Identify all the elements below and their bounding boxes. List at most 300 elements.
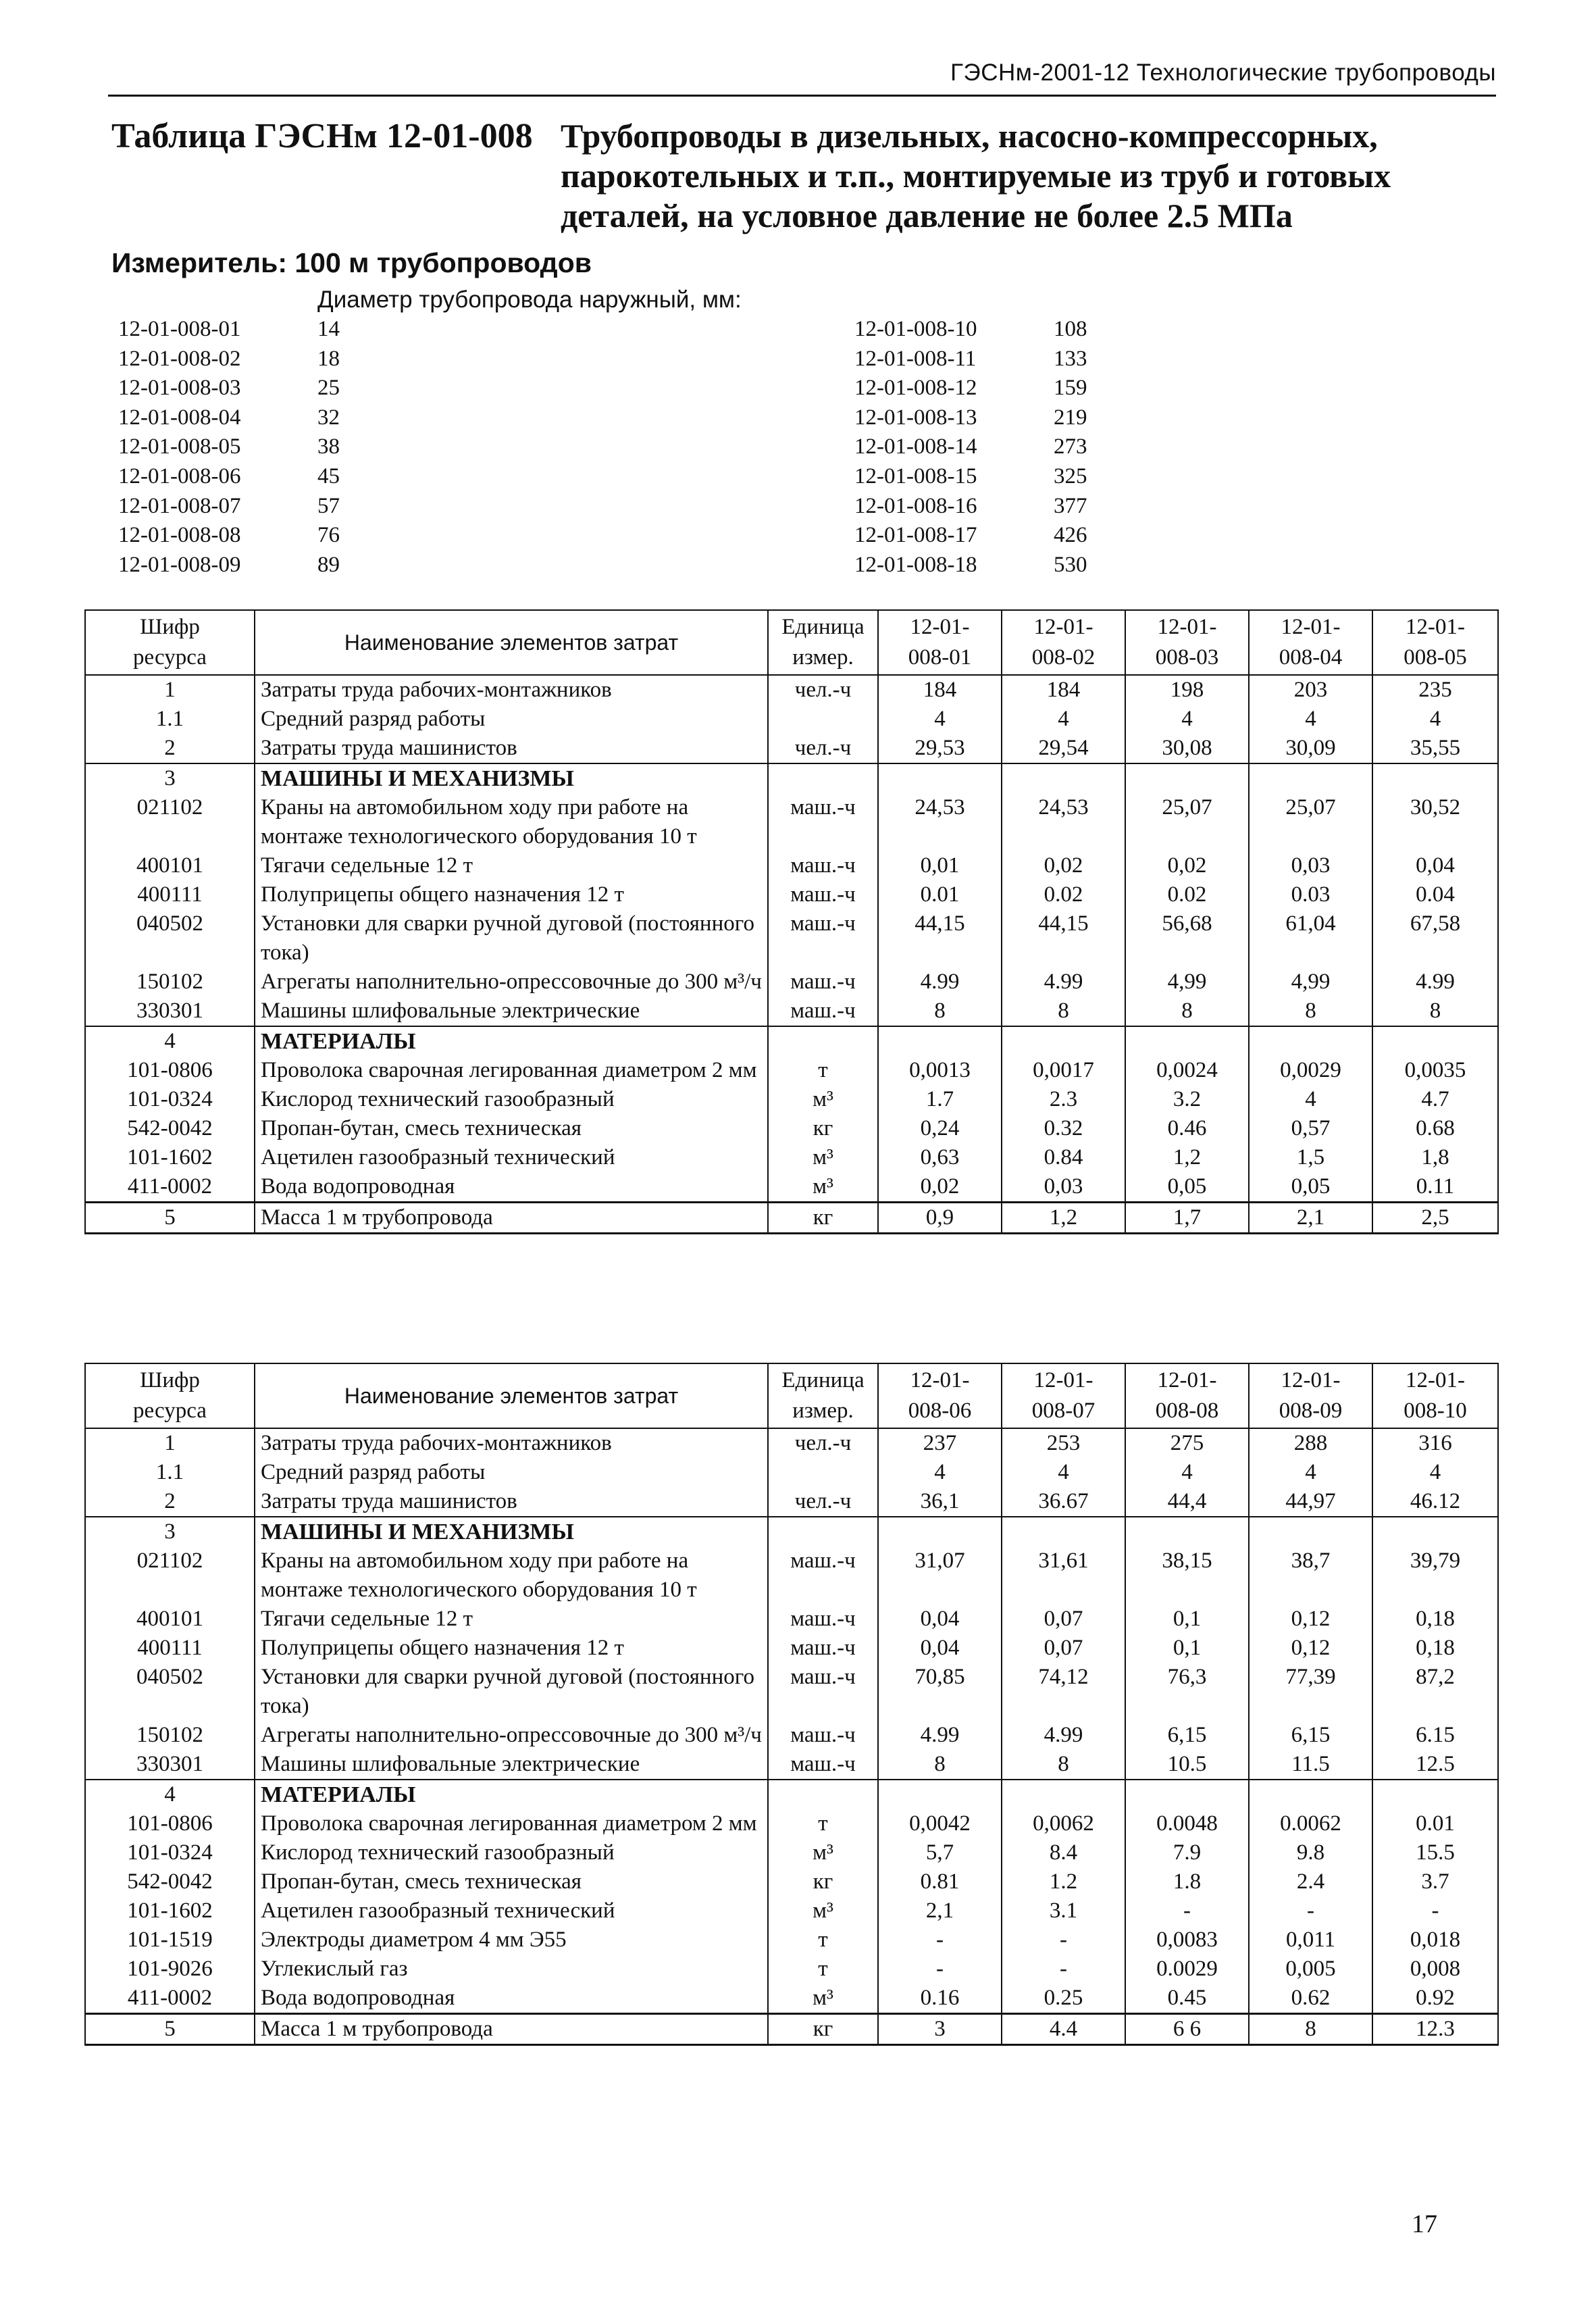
value-cell: 235 <box>1372 675 1498 705</box>
value-cell <box>1249 1780 1372 1809</box>
resource-name-cell: Краны на автомобильном ходу при работе на монтаже технологического оборудования 10 т <box>255 793 768 851</box>
value-cell: 0.62 <box>1249 1984 1372 2014</box>
unit-cell: м³ <box>768 1172 878 1203</box>
value-cell: 87,2 <box>1372 1663 1498 1721</box>
value-cell <box>878 1026 1002 1056</box>
diameter-value: 273 <box>1054 434 1087 459</box>
value-cell: - <box>1002 1926 1125 1955</box>
unit-cell: чел.-ч <box>768 1428 878 1458</box>
resource-name-cell: Агрегаты наполнительно-опрессовочные до 300 м³/ч <box>255 1721 768 1750</box>
value-cell: 9.8 <box>1249 1838 1372 1867</box>
diameter-value: 530 <box>1054 552 1087 577</box>
value-cell: 198 <box>1125 675 1249 705</box>
value-cell: 0,0013 <box>878 1056 1002 1085</box>
value-cell: 0,18 <box>1372 1605 1498 1634</box>
table-row <box>85 1809 1498 1838</box>
value-cell: 1,5 <box>1249 1143 1372 1172</box>
resource-code: 12-01-008-12 <box>854 376 977 401</box>
value-cell: 76,3 <box>1125 1663 1249 1721</box>
value-cell: 15.5 <box>1372 1838 1498 1867</box>
name-header: Наименование элементов затрат <box>255 610 768 675</box>
value-cell: 0,03 <box>1002 1172 1125 1203</box>
table-row <box>85 1984 1498 2014</box>
diameter-value: 32 <box>317 405 340 430</box>
unit-header: Единица измер. <box>768 1363 878 1428</box>
unit-cell: кг <box>768 1114 878 1143</box>
unit-cell: т <box>768 1926 878 1955</box>
value-cell: 10.5 <box>1125 1750 1249 1780</box>
value-cell: 0,03 <box>1249 851 1372 880</box>
value-cell: 1,2 <box>1002 1203 1125 1234</box>
diameter-value: 18 <box>317 346 340 371</box>
value-cell: 4 <box>1002 1458 1125 1487</box>
resource-name-cell: Ацетилен газообразный технический <box>255 1143 768 1172</box>
diameter-value: 89 <box>317 552 340 577</box>
resource-name-cell: Средний разряд работы <box>255 705 768 734</box>
value-cell: 0.0062 <box>1249 1809 1372 1838</box>
resource-name-cell: Краны на автомобильном ходу при работе на монтаже технологического оборудования 10 т <box>255 1546 768 1605</box>
value-cell: 0.84 <box>1002 1143 1125 1172</box>
value-cell: 24,53 <box>1002 793 1125 851</box>
value-cell: 275 <box>1125 1428 1249 1458</box>
value-cell: 36.67 <box>1002 1487 1125 1517</box>
value-cell <box>1249 1517 1372 1546</box>
resource-code: 12-01-008-13 <box>854 405 977 430</box>
value-cell: 0.16 <box>878 1984 1002 2014</box>
resource-name-cell: Машины шлифовальные электрические <box>255 997 768 1026</box>
code-row <box>118 492 340 522</box>
value-cell: 0,02 <box>1125 851 1249 880</box>
unit-cell: маш.-ч <box>768 1546 878 1605</box>
value-cell: 4 <box>1372 1458 1498 1487</box>
diameter-value: 426 <box>1054 523 1087 548</box>
page-number: 17 <box>1412 2210 1437 2238</box>
table-row <box>85 1721 1498 1750</box>
value-cell: 4 <box>1125 1458 1249 1487</box>
diameter-value: 14 <box>317 317 340 341</box>
value-cell: 288 <box>1249 1428 1372 1458</box>
column-header: 12-01- 008-06 <box>878 1363 1002 1428</box>
value-cell: 0.0048 <box>1125 1809 1249 1838</box>
table-row <box>85 880 1498 909</box>
value-cell: 2,1 <box>1249 1203 1372 1234</box>
value-cell: 12.3 <box>1372 2014 1498 2045</box>
codes-list-left <box>118 315 340 580</box>
value-cell: 0,9 <box>878 1203 1002 1234</box>
value-cell: 4 <box>1249 1085 1372 1114</box>
resource-code-cell: 101-0806 <box>85 1809 255 1838</box>
resource-code-cell: 101-0324 <box>85 1085 255 1114</box>
unit-cell: м³ <box>768 1984 878 2014</box>
unit-cell: маш.-ч <box>768 793 878 851</box>
table-body <box>85 675 1498 1234</box>
code-row <box>118 521 340 551</box>
unit-cell: м³ <box>768 1085 878 1114</box>
value-cell: 0,01 <box>878 851 1002 880</box>
value-cell: 0,04 <box>1372 851 1498 880</box>
value-cell <box>1125 1517 1249 1546</box>
value-cell <box>1002 1780 1125 1809</box>
value-cell: - <box>1372 1896 1498 1926</box>
table-row <box>85 1026 1498 1056</box>
value-cell: 25,07 <box>1249 793 1372 851</box>
unit-cell: м³ <box>768 1143 878 1172</box>
resource-name-cell: Проволока сварочная легированная диаметром 2 мм <box>255 1056 768 1085</box>
table-row <box>85 1780 1498 1809</box>
value-cell: 0.81 <box>878 1867 1002 1896</box>
value-cell: 35,55 <box>1372 734 1498 763</box>
value-cell <box>1002 1026 1125 1056</box>
unit-cell: маш.-ч <box>768 1605 878 1634</box>
resource-code: 12-01-008-01 <box>118 317 241 341</box>
table-row <box>85 1955 1498 1984</box>
resource-code: 12-01-008-02 <box>118 346 241 371</box>
value-cell: 4.99 <box>1002 967 1125 997</box>
unit-cell: т <box>768 1955 878 1984</box>
value-cell: 39,79 <box>1372 1546 1498 1605</box>
value-cell: 0,0029 <box>1249 1056 1372 1085</box>
resource-name-cell: Полуприцепы общего назначения 12 т <box>255 880 768 909</box>
value-cell <box>1372 1517 1498 1546</box>
value-cell: 0.45 <box>1125 1984 1249 2014</box>
resource-code-cell: 542-0042 <box>85 1114 255 1143</box>
code-row <box>854 432 1087 462</box>
resource-name-cell: Масса 1 м трубопровода <box>255 2014 768 2045</box>
resource-code-cell: 400101 <box>85 1605 255 1634</box>
value-cell: 316 <box>1372 1428 1498 1458</box>
resource-code-cell: 5 <box>85 1203 255 1234</box>
resource-code: 12-01-008-09 <box>118 552 241 577</box>
value-cell: 0,05 <box>1249 1172 1372 1203</box>
value-cell: 4 <box>1249 705 1372 734</box>
resource-code: 12-01-008-11 <box>854 346 977 371</box>
diameter-caption: Диаметр трубопровода наружный, мм: <box>317 286 742 313</box>
resource-name-cell: Тягачи седельные 12 т <box>255 1605 768 1634</box>
resource-code: 12-01-008-14 <box>854 434 977 459</box>
value-cell: 0,07 <box>1002 1634 1125 1663</box>
value-cell: 0,57 <box>1249 1114 1372 1143</box>
value-cell: 3.7 <box>1372 1867 1498 1896</box>
table-row <box>85 909 1498 967</box>
code-row <box>118 374 340 403</box>
table-title-line: Трубопроводы в дизельных, насосно-компрессорных, <box>561 117 1378 155</box>
unit-header: Единица измер. <box>768 610 878 675</box>
code-row <box>854 492 1087 522</box>
resource-code: 12-01-008-15 <box>854 463 977 488</box>
resource-name-cell: Кислород технический газообразный <box>255 1838 768 1867</box>
value-cell: 24,53 <box>878 793 1002 851</box>
value-cell: 4 <box>1125 705 1249 734</box>
resource-code-cell: 150102 <box>85 967 255 997</box>
value-cell <box>1249 763 1372 793</box>
resource-name-cell: Ацетилен газообразный технический <box>255 1896 768 1926</box>
value-cell: 5,7 <box>878 1838 1002 1867</box>
value-cell: 4.7 <box>1372 1085 1498 1114</box>
resource-name-cell: Электроды диаметром 4 мм Э55 <box>255 1926 768 1955</box>
diameter-value: 76 <box>317 523 340 548</box>
table-row <box>85 1838 1498 1867</box>
resource-code-cell: 1 <box>85 1428 255 1458</box>
diameter-value: 325 <box>1054 463 1087 488</box>
unit-cell: маш.-ч <box>768 1750 878 1780</box>
diameter-value: 45 <box>317 463 340 488</box>
table-row <box>85 967 1498 997</box>
value-cell: 0.46 <box>1125 1114 1249 1143</box>
value-cell: 6,15 <box>1125 1721 1249 1750</box>
table-row <box>85 734 1498 763</box>
value-cell: 0,04 <box>878 1634 1002 1663</box>
table-row <box>85 2014 1498 2045</box>
table-title-line: парокотельных и т.п., монтируемые из труб и готовых <box>561 157 1391 195</box>
unit-cell: чел.-ч <box>768 1487 878 1517</box>
value-cell: 4 <box>878 1458 1002 1487</box>
value-cell: 3.2 <box>1125 1085 1249 1114</box>
value-cell: 0.02 <box>1125 880 1249 909</box>
value-cell: 29,54 <box>1002 734 1125 763</box>
value-cell: 4 <box>1249 1458 1372 1487</box>
resource-name-cell: Затраты труда машинистов <box>255 1487 768 1517</box>
resource-name-cell: Пропан-бутан, смесь техническая <box>255 1867 768 1896</box>
value-cell: 0,24 <box>878 1114 1002 1143</box>
table-row <box>85 1172 1498 1203</box>
value-cell <box>1372 1026 1498 1056</box>
resource-name-cell: Затраты труда рабочих-монтажников <box>255 675 768 705</box>
value-cell <box>1125 1780 1249 1809</box>
value-cell: 11.5 <box>1249 1750 1372 1780</box>
diameter-value: 25 <box>317 376 340 401</box>
value-cell: 3.1 <box>1002 1896 1125 1926</box>
value-cell: 77,39 <box>1249 1663 1372 1721</box>
table-title-label: Таблица ГЭСНм 12-01-008 <box>111 117 533 155</box>
value-cell: 8 <box>1249 2014 1372 2045</box>
value-cell: 0,0042 <box>878 1809 1002 1838</box>
resource-code-cell: 101-1519 <box>85 1926 255 1955</box>
code-row <box>854 521 1087 551</box>
resource-code: 12-01-008-17 <box>854 523 977 548</box>
value-cell: 4,99 <box>1125 967 1249 997</box>
value-cell: 0,1 <box>1125 1605 1249 1634</box>
value-cell <box>1002 1517 1125 1546</box>
table-row <box>85 1546 1498 1605</box>
table-row <box>85 1926 1498 1955</box>
value-cell: 0.32 <box>1002 1114 1125 1143</box>
table-row <box>85 1428 1498 1458</box>
value-cell <box>878 763 1002 793</box>
resource-code-cell: 330301 <box>85 1750 255 1780</box>
table-row <box>85 793 1498 851</box>
diameter-value: 57 <box>317 493 340 518</box>
table-row <box>85 1867 1498 1896</box>
value-cell: 0,0024 <box>1125 1056 1249 1085</box>
resource-code-cell: 150102 <box>85 1721 255 1750</box>
value-cell: 12.5 <box>1372 1750 1498 1780</box>
resource-code-cell: 411-0002 <box>85 1172 255 1203</box>
resource-name-cell: Пропан-бутан, смесь техническая <box>255 1114 768 1143</box>
value-cell: 0,011 <box>1249 1926 1372 1955</box>
unit-cell: маш.-ч <box>768 967 878 997</box>
resource-name-cell: Вода водопроводная <box>255 1172 768 1203</box>
value-cell: 30,08 <box>1125 734 1249 763</box>
value-cell: 0,63 <box>878 1143 1002 1172</box>
value-cell: - <box>1002 1955 1125 1984</box>
column-header: 12-01- 008-03 <box>1125 610 1249 675</box>
value-cell: 4.99 <box>1002 1721 1125 1750</box>
resource-code-cell: 400111 <box>85 1634 255 1663</box>
code-row <box>854 374 1087 403</box>
code-row <box>118 462 340 492</box>
diameter-value: 219 <box>1054 405 1087 430</box>
value-cell: 31,07 <box>878 1546 1002 1605</box>
value-cell: 8 <box>1125 997 1249 1026</box>
code-row <box>118 315 340 345</box>
table-row <box>85 1143 1498 1172</box>
value-cell: 61,04 <box>1249 909 1372 967</box>
table-row <box>85 1056 1498 1085</box>
resource-code: 12-01-008-06 <box>118 463 241 488</box>
column-header: 12-01- 008-01 <box>878 610 1002 675</box>
value-cell: 36,1 <box>878 1487 1002 1517</box>
value-cell: 0.68 <box>1372 1114 1498 1143</box>
resource-code-cell: 101-1602 <box>85 1143 255 1172</box>
resource-name-cell: Агрегаты наполнительно-опрессовочные до 300 м³/ч <box>255 967 768 997</box>
value-cell: 44,15 <box>1002 909 1125 967</box>
value-cell: - <box>1249 1896 1372 1926</box>
value-cell: 0.02 <box>1002 880 1125 909</box>
column-header: 12-01- 008-07 <box>1002 1363 1125 1428</box>
code-row <box>118 551 340 580</box>
value-cell: 0,12 <box>1249 1605 1372 1634</box>
value-cell: 1.7 <box>878 1085 1002 1114</box>
column-header: 12-01- 008-04 <box>1249 610 1372 675</box>
value-cell: 38,15 <box>1125 1546 1249 1605</box>
value-cell: 8 <box>1249 997 1372 1026</box>
resource-code: 12-01-008-18 <box>854 552 977 577</box>
header-rule <box>108 95 1496 97</box>
resource-code-cell: 040502 <box>85 1663 255 1721</box>
resource-code-cell: 040502 <box>85 909 255 967</box>
value-cell: 0.03 <box>1249 880 1372 909</box>
value-cell: 44,4 <box>1125 1487 1249 1517</box>
unit-cell: м³ <box>768 1838 878 1867</box>
unit-cell: кг <box>768 1203 878 1234</box>
unit-cell: м³ <box>768 1896 878 1926</box>
value-cell: 0,02 <box>878 1172 1002 1203</box>
value-cell: 0.25 <box>1002 1984 1125 2014</box>
resource-name-cell: Полуприцепы общего назначения 12 т <box>255 1634 768 1663</box>
resource-code-cell: 400111 <box>85 880 255 909</box>
code-row <box>854 315 1087 345</box>
value-cell: 2.4 <box>1249 1867 1372 1896</box>
section-heading: МАШИНЫ И МЕХАНИЗМЫ <box>255 1517 768 1546</box>
table-row <box>85 1896 1498 1926</box>
resource-code: 12-01-008-03 <box>118 376 241 401</box>
unit-cell: кг <box>768 1867 878 1896</box>
section-heading: МАШИНЫ И МЕХАНИЗМЫ <box>255 763 768 793</box>
value-cell: 253 <box>1002 1428 1125 1458</box>
value-cell: 0.04 <box>1372 880 1498 909</box>
value-cell: - <box>1125 1896 1249 1926</box>
resource-code-cell: 5 <box>85 2014 255 2045</box>
resource-name-cell: Проволока сварочная легированная диаметром 2 мм <box>255 1809 768 1838</box>
value-cell: 8 <box>878 1750 1002 1780</box>
value-cell: 0,05 <box>1125 1172 1249 1203</box>
value-cell: 4 <box>1002 705 1125 734</box>
value-cell: 2,5 <box>1372 1203 1498 1234</box>
value-cell: 203 <box>1249 675 1372 705</box>
value-cell: 1.2 <box>1002 1867 1125 1896</box>
unit-cell <box>768 763 878 793</box>
resource-name-cell: Затраты труда машинистов <box>255 734 768 763</box>
code-row <box>118 403 340 433</box>
value-cell: 7.9 <box>1125 1838 1249 1867</box>
value-cell: 1.8 <box>1125 1867 1249 1896</box>
value-cell: 184 <box>878 675 1002 705</box>
resource-code-cell: 3 <box>85 1517 255 1546</box>
resource-code: 12-01-008-04 <box>118 405 241 430</box>
value-cell: 0.01 <box>1372 1809 1498 1838</box>
resource-name-cell: Углекислый газ <box>255 1955 768 1984</box>
value-cell: 2.3 <box>1002 1085 1125 1114</box>
diameter-value: 108 <box>1054 317 1087 341</box>
resource-name-cell: Тягачи седельные 12 т <box>255 851 768 880</box>
table-title <box>561 116 1506 236</box>
resource-name-cell: Машины шлифовальные электрические <box>255 1750 768 1780</box>
code-header: Шифр ресурса <box>85 1363 255 1428</box>
value-cell: - <box>878 1955 1002 1984</box>
value-cell <box>878 1517 1002 1546</box>
value-cell: 31,61 <box>1002 1546 1125 1605</box>
table-row <box>85 1517 1498 1546</box>
value-cell: 0,008 <box>1372 1955 1498 1984</box>
value-cell: 1,8 <box>1372 1143 1498 1172</box>
table-row <box>85 1750 1498 1780</box>
value-cell: 0.11 <box>1372 1172 1498 1203</box>
resource-name-cell: Затраты труда рабочих-монтажников <box>255 1428 768 1458</box>
diameter-value: 133 <box>1054 346 1087 371</box>
unit-cell <box>768 705 878 734</box>
table-header-row <box>85 1363 1498 1428</box>
resource-code-cell: 2 <box>85 1487 255 1517</box>
unit-cell <box>768 1026 878 1056</box>
resource-table-1 <box>84 609 1499 1234</box>
unit-cell: маш.-ч <box>768 909 878 967</box>
resource-code-cell: 021102 <box>85 793 255 851</box>
unit-cell: маш.-ч <box>768 851 878 880</box>
resource-code-cell: 411-0002 <box>85 1984 255 2014</box>
name-header: Наименование элементов затрат <box>255 1363 768 1428</box>
diameter-value: 159 <box>1054 376 1087 401</box>
value-cell: 0,018 <box>1372 1926 1498 1955</box>
value-cell: 56,68 <box>1125 909 1249 967</box>
table-row <box>85 1605 1498 1634</box>
resource-name-cell: Вода водопроводная <box>255 1984 768 2014</box>
value-cell: 0,0083 <box>1125 1926 1249 1955</box>
value-cell: 0,04 <box>878 1605 1002 1634</box>
section-heading: МАТЕРИАЛЫ <box>255 1780 768 1809</box>
value-cell: 4,99 <box>1249 967 1372 997</box>
resource-name-cell: Установки для сварки ручной дуговой (постоянного тока) <box>255 909 768 967</box>
value-cell: 46.12 <box>1372 1487 1498 1517</box>
diameter-value: 377 <box>1054 493 1087 518</box>
resource-code: 12-01-008-08 <box>118 523 241 548</box>
value-cell: 4.99 <box>1372 967 1498 997</box>
resource-code-cell: 101-9026 <box>85 1955 255 1984</box>
resource-code-cell: 1.1 <box>85 705 255 734</box>
value-cell: 1,7 <box>1125 1203 1249 1234</box>
table-row <box>85 1085 1498 1114</box>
value-cell: 0,0035 <box>1372 1056 1498 1085</box>
unit-cell: маш.-ч <box>768 1721 878 1750</box>
